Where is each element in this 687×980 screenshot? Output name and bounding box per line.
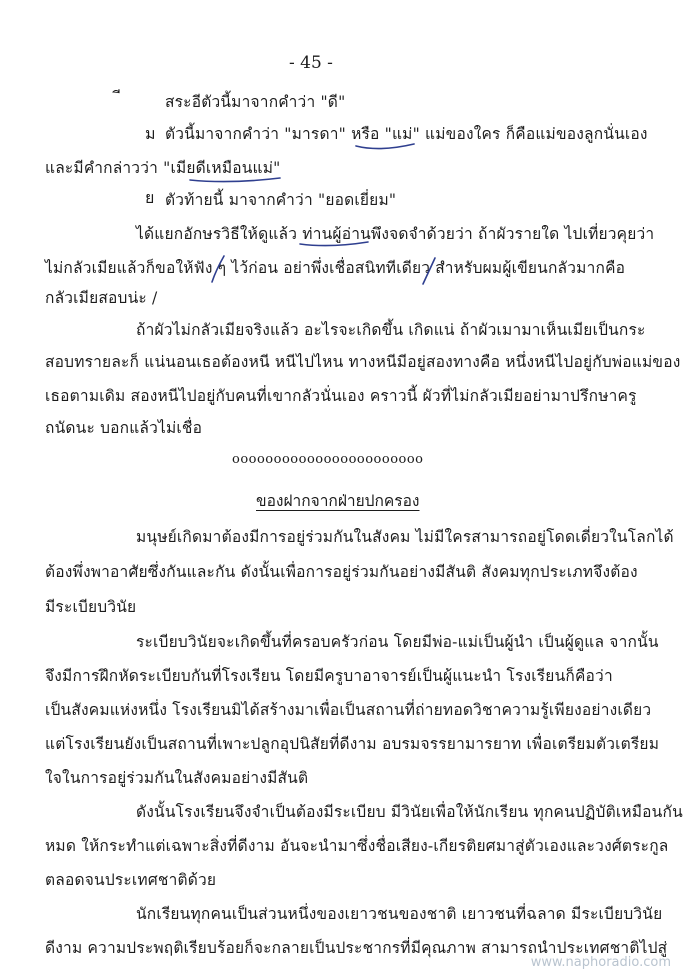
pen-underline	[300, 242, 368, 246]
pen-slash	[423, 258, 435, 284]
paragraph-line: แต่โรงเรียนยังเป็นสถานที่เพาะปลูกอุปนิสัยที่ดีงาม อบรมจรรยามารยาท เพื่อเตรียมตัวเตรียม	[45, 735, 660, 753]
pen-slash	[212, 256, 224, 282]
paragraph-line: ดีงาม ความประพฤติเรียบร้อยก็จะกลายเป็นประชากรที่มีคุณภาพ สามารถนำประเทศชาติไปสู่	[45, 939, 668, 957]
paragraph-line: กลัวเมียสอบน่ะ /	[45, 289, 158, 307]
entry-line: ตัวท้ายนี้ มาจากคำว่า "ยอดเยี่ยม"	[165, 191, 397, 209]
paragraph-line: ดังนั้นโรงเรียนจึงจำเป็นต้องมีระเบียบ มีวินัยเพื่อให้นักเรียน ทุกคนปฏิบัติเหมือนกัน	[136, 803, 683, 821]
pen-underline	[356, 144, 414, 149]
section-heading: ของฝากจากฝ่ายปกครอง	[256, 492, 420, 510]
watermark-text: www.naphoradio.com	[530, 955, 671, 970]
paragraph-line: ได้แยกอักษรวิธีให้ดูแล้ว ท่านผู้อ่านพึงจดจำด้วยว่า ถ้าผัวรายใด ไปเที่ยวคุยว่า	[136, 225, 655, 243]
paragraph-line: เป็นสังคมแห่งหนึ่ง โรงเรียนมิได้สร้างมาเพื่อเป็นสถานที่ถ่ายทอดวิชาความรู้เพียงอย่างเดียว	[45, 701, 652, 719]
paragraph-line: นักเรียนทุกคนเป็นส่วนหนึ่งของเยาวชนของชาติ เยาวชนที่ฉลาด มีระเบียบวินัย	[136, 905, 663, 923]
paragraph-line: จึงมีการฝึกหัดระเบียบกันที่โรงเรียน โดยมีครูบาอาจารย์เป็นผู้แนะนำ โรงเรียนก็คือว่า	[45, 667, 613, 685]
paragraph-line: ระเบียบวินัยจะเกิดขึ้นที่ครอบครัวก่อน โดยมีพ่อ-แม่เป็นผู้นำ เป็นผู้ดูแล จากนั้น	[136, 633, 659, 651]
section-separator: ooooooooooooooooooooooo	[232, 452, 424, 467]
entry-line: ตัวนี้มาจากคำว่า "มารดา" หรือ "แม่" แม่ของใคร ก็คือแม่ของลูกนั่นเอง	[165, 125, 648, 143]
pen-underline	[190, 178, 280, 182]
paragraph-line: สอบทรายละก็ แน่นอนเธอต้องหนี หนีไปไหน ทางหนีมีอยู่สองทางคือ หนึ่งหนีไปอยู่กับพ่อแม่ของ	[45, 353, 681, 371]
entry-line: สระอีตัวนี้มาจากคำว่า "ดี"	[165, 93, 346, 111]
paragraph-line: ถนัดนะ บอกแล้วไม่เชื่อ	[45, 419, 203, 437]
entry-letter-mo: ม	[145, 124, 156, 143]
paragraph-line: ใจในการอยู่ร่วมกันในสังคมอย่างมีสันติ	[45, 769, 309, 787]
paragraph-line: เธอตามเดิม สองหนีไปอยู่กับคนที่เขากลัวนั่นเอง คราวนี้ ผัวที่ไม่กลัวเมียอย่ามาปรึกษาครู	[45, 387, 637, 405]
entry-letter-yo: ย	[145, 188, 155, 207]
paragraph-line: มนุษย์เกิดมาต้องมีการอยู่ร่วมกันในสังคม ไม่มีใครสามารถอยู่โดดเดี่ยวในโลกได้	[136, 528, 674, 546]
page-number: - 45 -	[289, 53, 333, 73]
paragraph-line: มีระเบียบวินัย	[45, 598, 137, 616]
entry-line: และมีคำกล่าวว่า "เมียดีเหมือนแม่"	[45, 159, 281, 177]
paragraph-line: หมด ให้กระทำแต่เฉพาะสิ่งที่ดีงาม อันจะนำมาซึ่งชื่อเสียง-เกียรติยศมาสู่ตัวเองและวงศ์ตระกูล	[45, 837, 669, 855]
paragraph-line: ตลอดจนประเทศชาติด้วย	[45, 871, 217, 889]
paragraph-line: ถ้าผัวไม่กลัวเมียจริงแล้ว อะไรจะเกิดขึ้น เกิดแน่ ถ้าผัวเมามาเห็นเมียเป็นกระ	[136, 321, 646, 339]
paragraph-line: ต้องพึ่งพาอาศัยซึ่งกันและกัน ดังนั้นเพื่อการอยู่ร่วมกันอย่างมีสันติ สังคมทุกประเภทจึงต้อง	[45, 563, 638, 581]
paragraph-line: ไม่กลัวเมียแล้วก็ขอให้ฟัง ๆ ไว้ก่อน อย่าพึ่งเชื่อสนิททีเดียว สำหรับผมผู้เขียนกลัวมากคือ	[45, 259, 626, 277]
